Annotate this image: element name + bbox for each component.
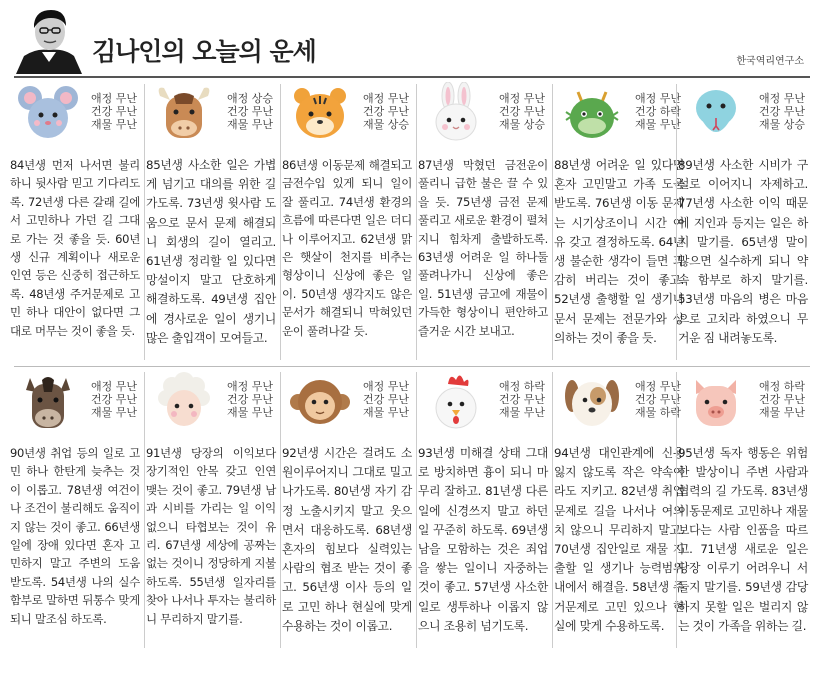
wealth-status: 재물 무난 [226,118,273,131]
health-status: 건강 무난 [634,393,681,406]
fortune-status [91,380,137,419]
health-status: 건강 무난 [226,393,273,406]
wealth-status: 재물 무난 [634,118,681,131]
love-status: 애정 무난 [226,380,273,393]
wealth-status: 재물 무난 [498,406,545,419]
fortune-status [227,380,273,419]
column-divider [676,372,677,648]
health-status: 건강 무난 [226,105,273,118]
column-divider [552,84,553,360]
page-title: 김나인의 오늘의 운세 [92,37,316,66]
love-status: 애정 무난 [634,380,681,393]
fortune-status [635,92,681,131]
row-divider [14,366,810,367]
monkey-icon [288,370,352,432]
fortune-text: 91년생 당장의 이익보다 장기적인 안목 갖고 인연 맺는 것이 좋고. 79년생 남과 시비를 가리는 일 이익 없으니 타협보는 것이 유리. 67년생 세상에 공짜는 없는 것이니 정당하게 지불하도록. 55년생 일자리를 찾아 나서나 투자는 불리하니 무리하지 말기를. [146,446,276,626]
love-status: 애정 무난 [362,380,409,393]
health-status: 건강 무난 [90,105,137,118]
rooster-icon [424,370,488,432]
wealth-status: 재물 무난 [90,118,137,131]
pig-icon [684,370,748,432]
health-status: 건강 무난 [362,393,409,406]
snake-icon [684,82,748,144]
fortune-text: 87년생 막혔던 금전운이 풀리니 급한 불은 끌 수 있을 듯. 75년생 금전 문제 풀리고 새로운 환경이 펼쳐지니 힘차게 출발하도록. 63년생 어려운 일 하나둘 풀려나가니 신상에 좋은 일. 51년생 금고에 재물이 가득한 형상이니 편안하고 즐거운 시간 보내고. [418,158,548,338]
love-status: 애정 무난 [634,92,681,105]
health-status: 건강 무난 [758,393,805,406]
health-status: 건강 무난 [498,393,545,406]
wealth-status: 재물 상승 [362,118,409,131]
column-divider [280,84,281,360]
fortune-status [91,92,137,131]
wealth-status: 재물 무난 [226,406,273,419]
fortune-status [363,380,409,419]
wealth-status: 재물 무난 [758,406,805,419]
fortune-status [499,380,545,419]
wealth-status: 재물 하락 [634,406,681,419]
sheep-icon [152,370,216,432]
fortune-text: 90년생 취업 등의 일로 고민 하나 한탄게 늦추는 것이 이롭고. 78년생 여건이나 조건이 불리해도 움직이지 않는 것이 좋고. 66년생 일에 장애 있다면 혼자 고민하지 말고 주변의 도움 받도록. 54년생 나의 실수 함부로 말하면 뒤통수 맞게 되니 말조심 하도록. [10,446,140,626]
fortune-text: 89년생 사소한 시비가 구설로 이어지니 자제하고. 77년생 사소한 이익 때문에 지인과 등지는 일은 하지 말기를. 65년생 말이 많으면 실수하게 되니 약속 함부로 하지 말기를. 53년생 마음의 병은 마음으로 고치라 하였으니 무거운 짐 내려놓도록. [678,158,808,345]
love-status: 애정 상승 [226,92,273,105]
tiger-icon [288,82,352,144]
health-status: 건강 무난 [362,105,409,118]
fortune-text: 93년생 미해결 상태 그대로 방치하면 흉이 되니 마무리 잘하고. 81년생 다른 일에 신경쓰지 말고 하던 일 꾸준히 하도록. 69년생 남을 모함하는 것은 죄업을 쌓는 일이니 자중하는 것이 좋고. 57년생 사소한 일로 생투하나 이롭지 않으니 조용히 넘기도록. [418,446,548,633]
fortune-status [227,92,273,131]
wealth-status: 재물 무난 [90,406,137,419]
column-divider [416,84,417,360]
love-status: 애정 무난 [758,92,805,105]
rat-icon [16,82,80,144]
love-status: 애정 무난 [90,380,137,393]
fortune-text: 88년생 어려운 일 있다면 혼자 고민말고 가족 도움받도록. 76년생 이동 문제는 시기상조이니 시간 여유 갖고 결정하도록. 64년생 불순한 생각이 들면 과감히 버리는 것이 좋고. 52년생 출행할 일 생기나 문서 문제는 전문가와 상의하는 것이 좋을 듯. [554,158,684,345]
fortune-status [759,92,805,131]
header [0,0,820,76]
wealth-status: 재물 무난 [362,406,409,419]
column-divider [280,372,281,648]
health-status: 건강 무난 [498,105,545,118]
column-divider [552,372,553,648]
column-divider [416,372,417,648]
column-divider [676,84,677,360]
fortune-text: 86년생 이동문제 해결되고 금전수입 있게 되니 일이 잘 풀리고. 74년생 환경의 흐름에 따른다면 일은 더디나 이루어지고. 62년생 맑은 햇살이 천지를 비추는 형상이니 신상에 좋은 일이. 50년생 생각지도 않은 문서가 해결되니 막혀있던 운이 풀려나갈 듯. [282,158,412,338]
row-1 [0,82,820,362]
column-divider [144,84,145,360]
fortune-status [635,380,681,419]
health-status: 건강 무난 [758,105,805,118]
fortune-status [363,92,409,131]
dog-icon [560,370,624,432]
ox-icon [152,82,216,144]
health-status: 건강 하락 [634,105,681,118]
fortune-status [499,92,545,131]
wealth-status: 재물 상승 [758,118,805,131]
column-divider [144,372,145,648]
love-status: 애정 하락 [758,380,805,393]
fortune-text: 85년생 사소한 일은 가볍게 넘기고 대의를 위한 길 가도록. 73년생 윗사람 도움으로 문서 문제 해결되니 회생의 길이 열리고. 61년생 정리할 일 있다면 망설이지 말고 단호하게 해결하도록. 49년생 집안에 경사로운 일이 생기니 많은 출입객이 모여들고. [146,158,276,345]
header-rule [14,76,810,78]
fortune-text: 94년생 대인관계에 신용잃지 않도록 작은 약속이라도 지키고. 82년생 취업문제로 길을 나서나 여의치 않으니 무리하지 말고. 70년생 집안일로 재물 지출할 일 생기나 능력범위 내에서 해결을. 58년생 주거문제로 고민 있으나 현실에 맞게 수용하도록. [554,446,684,633]
author-portrait [14,4,84,74]
horse-icon [16,370,80,432]
health-status: 건강 무난 [90,393,137,406]
row-2 [0,370,820,660]
fortune-text: 84년생 먼저 나서면 불리하니 뒷사람 믿고 기다리도록. 72년생 다른 갈래 길에서 고민하나 가던 길 그대로 가는 것 좋을 듯. 60년생 신규 계획이나 새로운 인연 등은 신중히 접근하도록. 48년생 주거문제로 고민 하나 대안이 없다면 그대로 머무는 것이 좋을 듯. [10,158,140,338]
source-label: 한국역리연구소 [736,56,804,67]
love-status: 애정 무난 [90,92,137,105]
love-status: 애정 무난 [362,92,409,105]
dragon-icon [560,82,624,144]
fortune-status [759,380,805,419]
rabbit-icon [424,82,488,144]
love-status: 애정 하락 [498,380,545,393]
fortune-text: 95년생 독자 행동은 위험한 발상이니 주변 사람과 협력의 길 가도록. 83년생 이동문제로 고민하나 재물보다는 사람 인품을 따르고. 71년생 새로운 일은 당장 이루기 어려우니 서둘지 말기를. 59년생 감당하지 못할 일은 벌리지 않는 것이 가족을 위하는 길. [678,446,808,633]
wealth-status: 재물 상승 [498,118,545,131]
fortune-text: 92년생 시간은 걸려도 소원이루어지니 그대로 밀고 나가도록. 80년생 자기 감정 노출시키지 말고 웃으면서 대응하도록. 68년생 혼자의 힘보다 실력있는 사람의 협조 받는 것이 좋고. 56년생 이사 등의 일로 고민 하나 현실에 맞게 수용하는 것이 이롭고. [282,446,412,633]
love-status: 애정 무난 [498,92,545,105]
